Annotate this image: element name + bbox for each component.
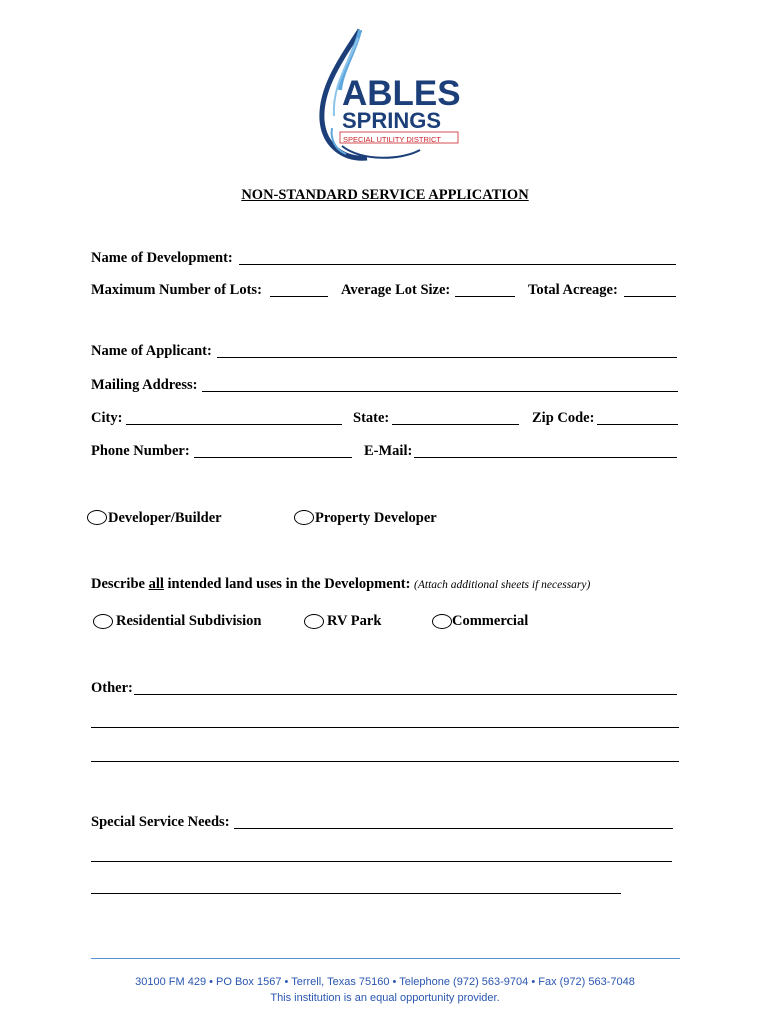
total-acreage-label: Total Acreage: xyxy=(528,282,618,298)
zip-code-field[interactable] xyxy=(597,424,678,425)
attach-sheets-note: (Attach additional sheets if necessary) xyxy=(414,579,591,591)
land-use-prompt: Describe all intended land uses in the Development: (Attach additional sheets if necessary) xyxy=(91,576,591,592)
special-service-needs-line-3[interactable] xyxy=(91,893,621,894)
max-lots-label: Maximum Number of Lots: xyxy=(91,282,262,298)
mailing-address-label: Mailing Address: xyxy=(91,377,198,393)
property-developer-label: Property Developer xyxy=(315,510,437,526)
footer-equal-opportunity: This institution is an equal opportunity provider. xyxy=(270,992,500,1004)
name-of-development-label: Name of Development: xyxy=(91,250,233,266)
logo-wordmark-springs: SPRINGS xyxy=(342,108,442,133)
phone-number-label: Phone Number: xyxy=(91,443,190,459)
land-use-emphasis: all xyxy=(148,576,164,592)
special-service-needs-label: Special Service Needs: xyxy=(91,814,230,830)
city-label: City: xyxy=(91,410,123,426)
property-developer-radio[interactable] xyxy=(294,510,314,525)
ables-springs-logo xyxy=(312,28,462,168)
form-title: NON-STANDARD SERVICE APPLICATION xyxy=(241,187,529,203)
state-field[interactable] xyxy=(392,424,519,425)
developer-builder-radio[interactable] xyxy=(87,510,107,525)
other-field[interactable] xyxy=(134,694,677,695)
name-of-development-field[interactable] xyxy=(239,264,676,265)
state-label: State: xyxy=(353,410,390,426)
max-lots-field[interactable] xyxy=(270,296,328,297)
avg-lot-size-field[interactable] xyxy=(455,296,515,297)
avg-lot-size-label: Average Lot Size: xyxy=(341,282,451,298)
special-service-needs-field[interactable] xyxy=(234,828,673,829)
residential-subdivision-label: Residential Subdivision xyxy=(116,613,262,629)
footer-divider xyxy=(91,958,680,959)
name-of-applicant-label: Name of Applicant: xyxy=(91,343,212,359)
phone-number-field[interactable] xyxy=(194,457,352,458)
mailing-address-field[interactable] xyxy=(202,391,678,392)
rv-park-radio[interactable] xyxy=(304,614,324,629)
name-of-applicant-field[interactable] xyxy=(217,357,677,358)
footer-address: 30100 FM 429 • PO Box 1567 • Terrell, Texas 75160 • Telephone (972) 563-9704 • Fax (972) 563-7048 xyxy=(135,976,635,988)
logo-wordmark-ables: ABLES xyxy=(342,74,461,113)
developer-builder-label: Developer/Builder xyxy=(108,510,222,526)
rv-park-label: RV Park xyxy=(327,613,382,629)
zip-code-label: Zip Code: xyxy=(532,410,595,426)
other-field-line-3[interactable] xyxy=(91,761,679,762)
special-service-needs-line-2[interactable] xyxy=(91,861,672,862)
city-field[interactable] xyxy=(126,424,342,425)
residential-subdivision-radio[interactable] xyxy=(93,614,113,629)
logo-subtitle: SPECIAL UTILITY DISTRICT xyxy=(343,135,441,144)
other-field-line-2[interactable] xyxy=(91,727,679,728)
total-acreage-field[interactable] xyxy=(624,296,676,297)
email-field[interactable] xyxy=(414,457,677,458)
commercial-label: Commercial xyxy=(452,613,529,629)
email-label: E-Mail: xyxy=(364,443,413,459)
commercial-radio[interactable] xyxy=(432,614,452,629)
other-label: Other: xyxy=(91,680,133,696)
